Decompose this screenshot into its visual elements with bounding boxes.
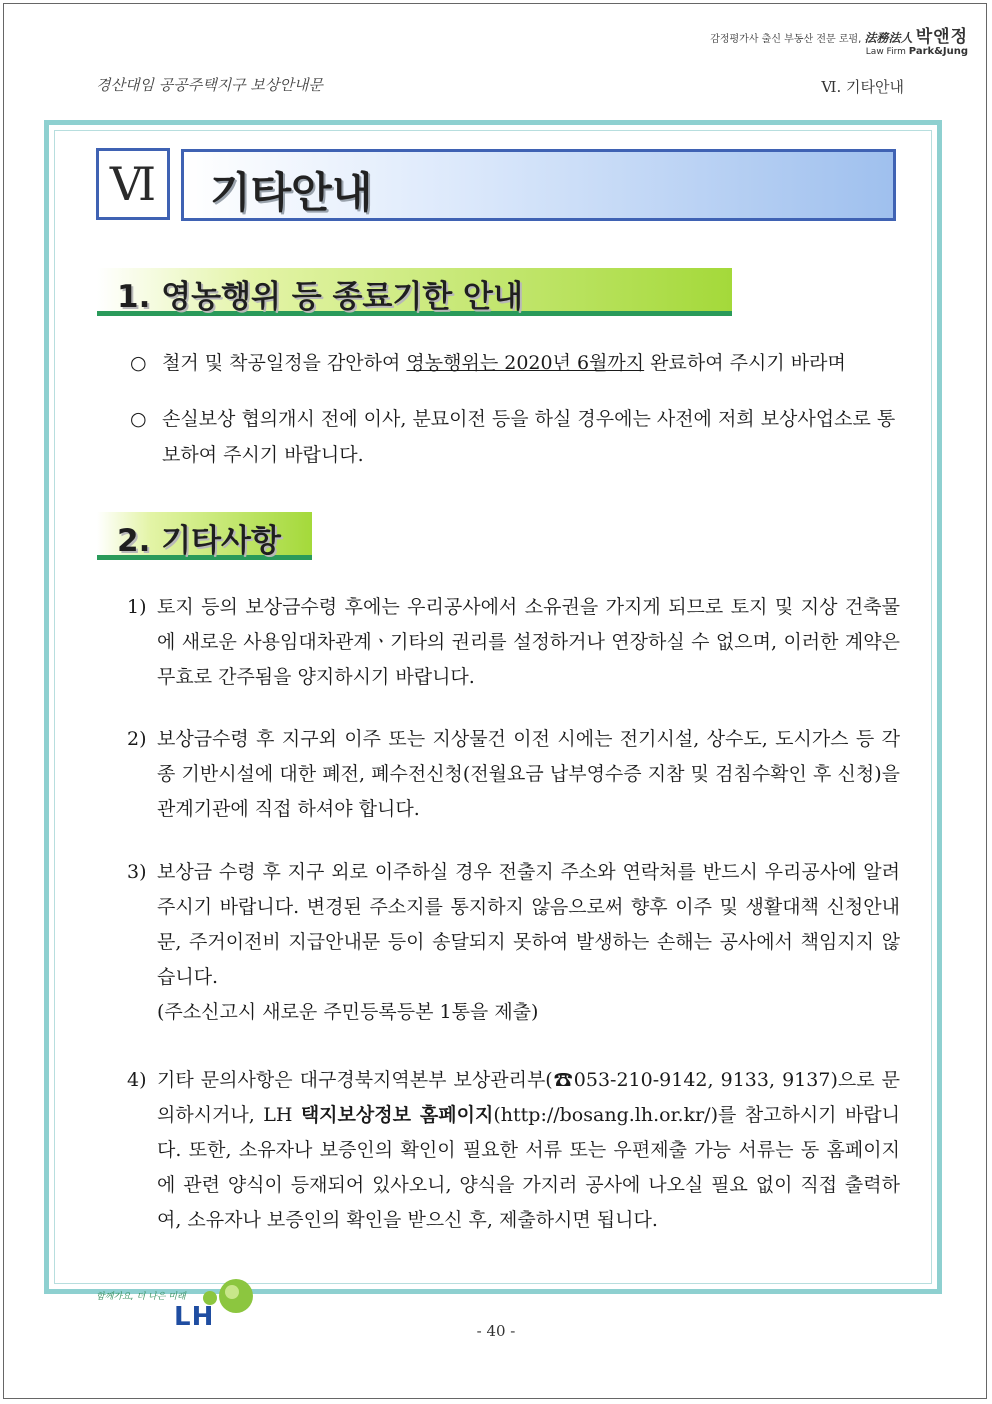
lh-slogan: 함께가요, 더 나은 미래 [96, 1292, 186, 1302]
deadline-highlight: 영농행위는 2020년 6월까지 [406, 352, 645, 374]
chapter-title: 기타안내 [210, 168, 373, 217]
numbered-item-4 [127, 1063, 900, 1238]
firm-header [710, 22, 968, 47]
document-title: 경산대임 공공주택지구 보상안내문 [96, 76, 323, 94]
firm-name: 박앤정 [915, 27, 968, 47]
section-reference: Ⅵ. 기타안내 [821, 78, 904, 96]
item-number: 1) [127, 596, 147, 618]
firm-prefix: 감정평가사 출신 부동산 전문 로펌, [710, 34, 862, 45]
item-text: 기타 문의사항은 대구경북지역본부 보상관리부(☎053-210-9142, 9133, 9137)으로 문의하시거나, LH 택지보상정보 홈페이지(http://bosang.lh.or.kr/)를 참고하시기 바랍니다. 또한, 소유자나 보증인의 확인이 필요한 서류 또는 우편제출 가능 서류는 동 홈페이지에 관련 양식이 등재되어 있사오니, 양식을 가지러 공사에 나오실 필요 없이 직접 출력하여, 소유자나 보증인의 확인을 받으신 후, 제출하시면 됩니다. [157, 1069, 901, 1231]
chapter-title-box [181, 149, 896, 221]
numbered-item-2 [127, 722, 900, 827]
bullet-item: ○ 철거 및 착공일정을 감안하여 영농행위는 2020년 6월까지 완료하여 주시기 바라며 [130, 345, 900, 381]
firm-type: 法務法人 [864, 31, 913, 45]
item-text: 보상금수령 후 지구외 이주 또는 지상물건 이전 시에는 전기시설, 상수도, 도시가스 등 각종 기반시설에 대한 폐전, 폐수전신청(전월요금 납부영수증 지참 및 검침수확인 후 신청)을 관계기관에 직접 하셔야 합니다. [157, 728, 900, 820]
numbered-item-3 [127, 855, 900, 1030]
bullet-mark: ○ [130, 352, 147, 374]
item-text: 보상금 수령 후 지구 외로 이주하실 경우 전출지 주소와 연락처를 반드시 우리공사에 알려 주시기 바랍니다. 변경된 주소지를 통지하지 않음으로써 향후 이주 및 생활대책 신청안내문, 주거이전비 지급안내문 등이 송달되지 못하여 발생하는 손해는 공사에서 책임지지 않습니다. [157, 861, 900, 988]
firm-sub-prefix: Law Firm [865, 47, 906, 57]
lh-logo: LH [174, 1302, 215, 1332]
item-number: 2) [127, 728, 147, 750]
bullet-mark: ○ [130, 408, 147, 430]
item-text: 토지 등의 보상금수령 후에는 우리공사에서 소유권을 가지게 되므로 토지 및 지상 건축물에 새로운 사용임대차관계ㆍ기타의 권리를 설정하거나 연장하실 수 없으며, 이러한 계약은 무효로 간주됨을 양지하시기 바랍니다. [157, 596, 900, 688]
item-note: (주소신고시 새로운 주민등록등본 1통을 제출) [157, 1001, 539, 1023]
numbered-item-1 [127, 590, 900, 695]
firm-subtitle [866, 46, 968, 57]
bullet-item: ○ 손실보상 협의개시 전에 이사, 분묘이전 등을 하실 경우에는 사전에 저희 보상사업소로 통보하여 주시기 바랍니다. [130, 401, 900, 473]
section-1-title: 1. 영농행위 등 종료기한 안내 [117, 279, 523, 315]
section-2-title: 2. 기타사항 [117, 523, 281, 559]
section-1-heading [97, 268, 732, 316]
page-number: - 40 - [476, 1322, 516, 1340]
section-2-heading [97, 512, 312, 560]
homepage-name: 택지보상정보 홈페이지 [300, 1104, 494, 1126]
item-number: 3) [127, 861, 147, 883]
firm-sub-name: Park&Jung [908, 46, 968, 57]
chapter-number: Ⅵ [96, 148, 170, 220]
item-number: 4) [127, 1069, 147, 1091]
